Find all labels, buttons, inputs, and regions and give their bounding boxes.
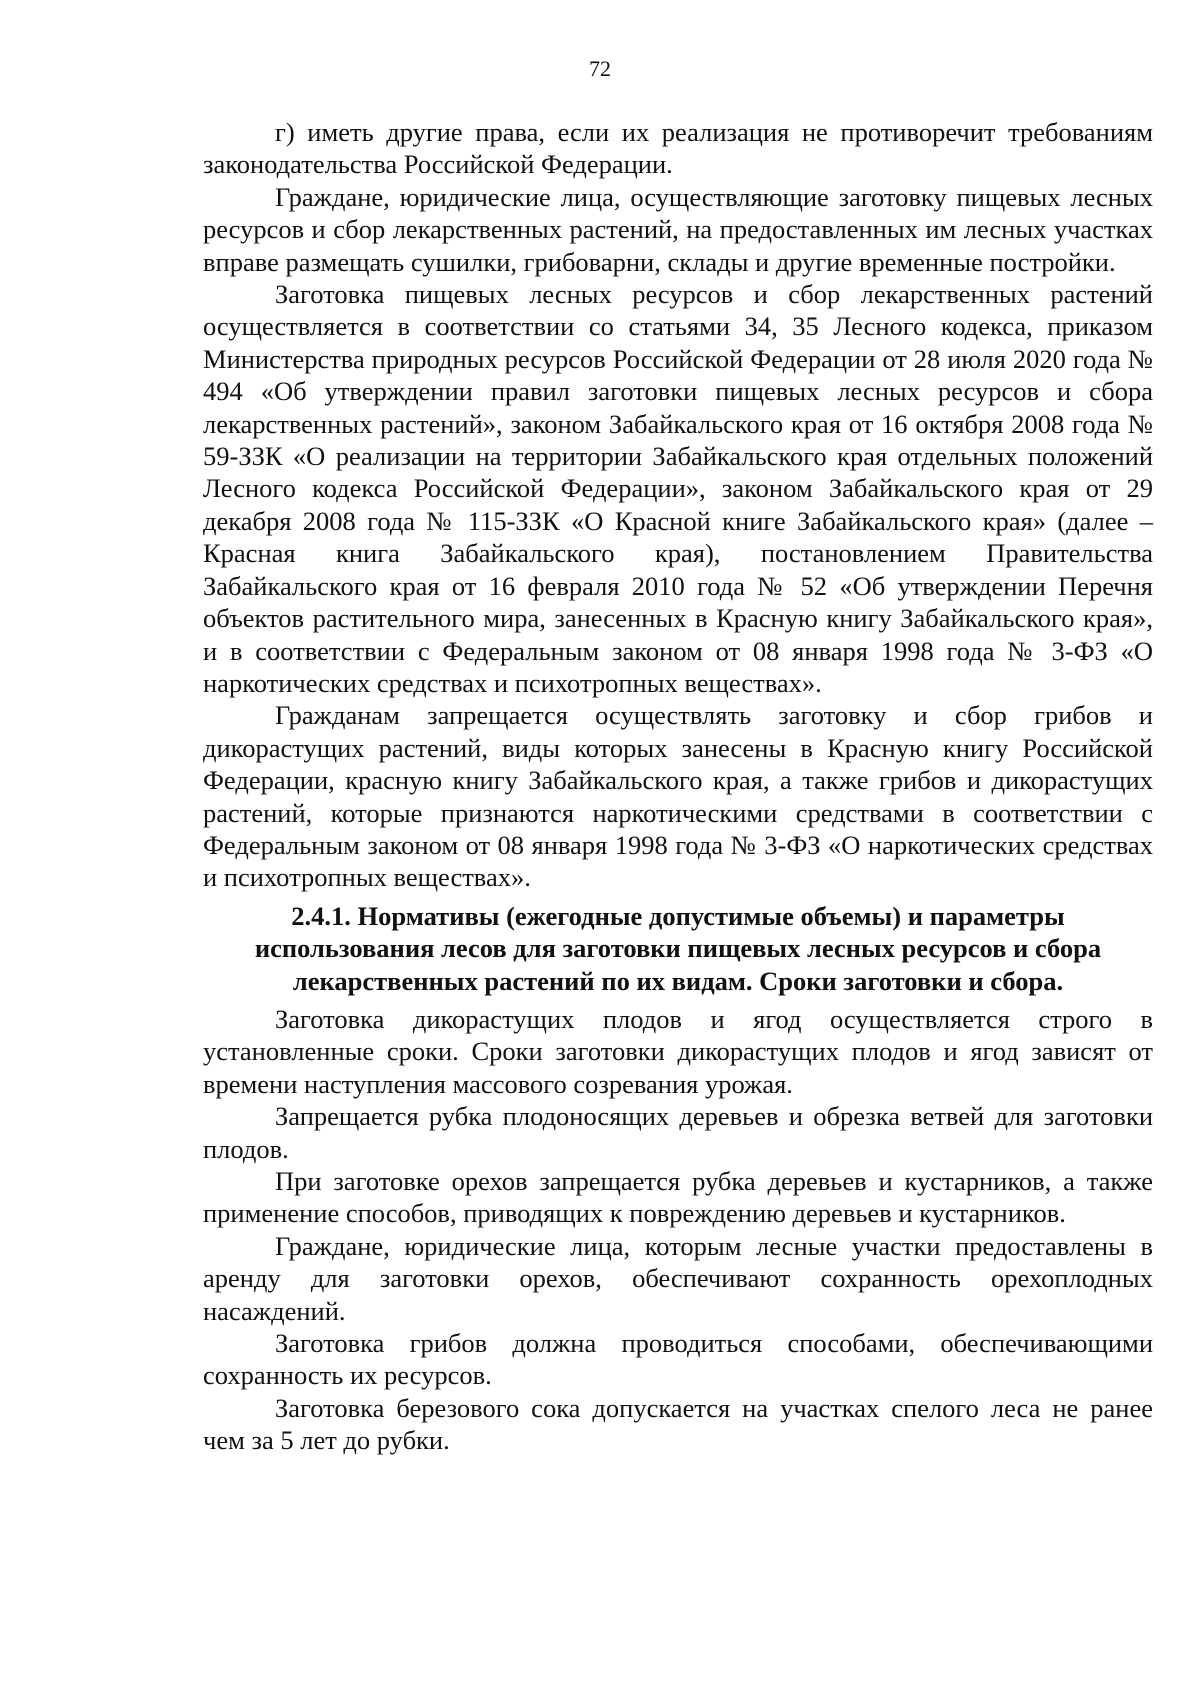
paragraph-legal-basis: Заготовка пищевых лесных ресурсов и сбор лекарственных растений осуществляется в соответствии со статьями 34, 35 Лесного кодекса, приказом Министерства природных ресурсов Российской Федерации от 28 июля 2020 года № 494 «Об утверждении правил заготовки пищевых лесных ресурсов и сбора лекарственных растений», законом Забайкальского края от 16 октября 2008 года № 59-ЗЗК «О реализации на территории Забайкальского края отдельных положений Лесного кодекса Российской Федерации», законом Забайкальского края от 29 декабря 2008 года № 115-ЗЗК «О Красной книге Забайкальского края» (далее – Красная книга Забайкальского края), постановлением Правительства Забайкальского края от 16 февраля 2010 года № 52 «Об утверждении Перечня объектов растительного мира, занесенных в Красную книгу Забайкальского края», и в соответствии с Федеральным законом от 08 января 1998 года № 3-ФЗ «О наркотических средствах и психотропных веществах». xyxy=(203,279,1153,698)
paragraph-birch-sap: Заготовка березового сока допускается на участках спелого леса не ранее чем за 5 лет до рубки. xyxy=(203,1392,1153,1456)
paragraph-nut-harvest: При заготовке орехов запрещается рубка деревьев и кустарников, а также применение способов, приводящих к повреждению деревьев и кустарников. xyxy=(203,1166,1153,1229)
paragraph-other-rights: г) иметь другие права, если их реализация не противоречит требованиям законодательства Российской Федерации. xyxy=(203,117,1153,180)
page-number: 72 xyxy=(589,56,611,81)
paragraph-temporary-buildings: Граждане, юридические лица, осуществляющие заготовку пищевых лесных ресурсов и сбор лекарственных растений, на предоставленных им лесных участках вправе размещать сушилки, грибоварни, склады и другие временные постройки. xyxy=(203,181,1153,277)
paragraph-fruit-tree-cutting: Запрещается рубка плодоносящих деревьев и обрезка ветвей для заготовки плодов. xyxy=(203,1101,1153,1164)
document-body xyxy=(203,116,1153,1457)
paragraph-nut-lease: Граждане, юридические лица, которым лесные участки предоставлены в аренду для заготовки орехов, обеспечивают сохранность орехоплодных насаждений. xyxy=(203,1230,1153,1326)
paragraph-prohibitions: Гражданам запрещается осуществлять заготовку и сбор грибов и дикорастущих растений, виды которых занесены в Красную книгу Российской Федерации, красную книгу Забайкальского края, а также грибов и дикорастущих растений, которые признаются наркотическими средствами в соответствии с Федеральным законом от 08 января 1998 года № 3-ФЗ «О наркотических средствах и психотропных веществах». xyxy=(203,700,1153,893)
section-heading: 2.4.1. Нормативы (ежегодные допустимые объемы) и параметры использования лесов для заготовки пищевых лесных ресурсов и сбора лекарственных растений по их видам. Сроки заготовки и сбора. xyxy=(254,900,1102,996)
paragraph-mushroom-harvest: Заготовка грибов должна проводиться способами, обеспечивающими сохранность их ресурсов. xyxy=(203,1328,1153,1391)
paragraph-fruit-harvest-terms: Заготовка дикорастущих плодов и ягод осуществляется строго в установленные сроки. Сроки заготовки дикорастущих плодов и ягод зависят от времени наступления массового созревания урожая. xyxy=(203,1003,1153,1099)
